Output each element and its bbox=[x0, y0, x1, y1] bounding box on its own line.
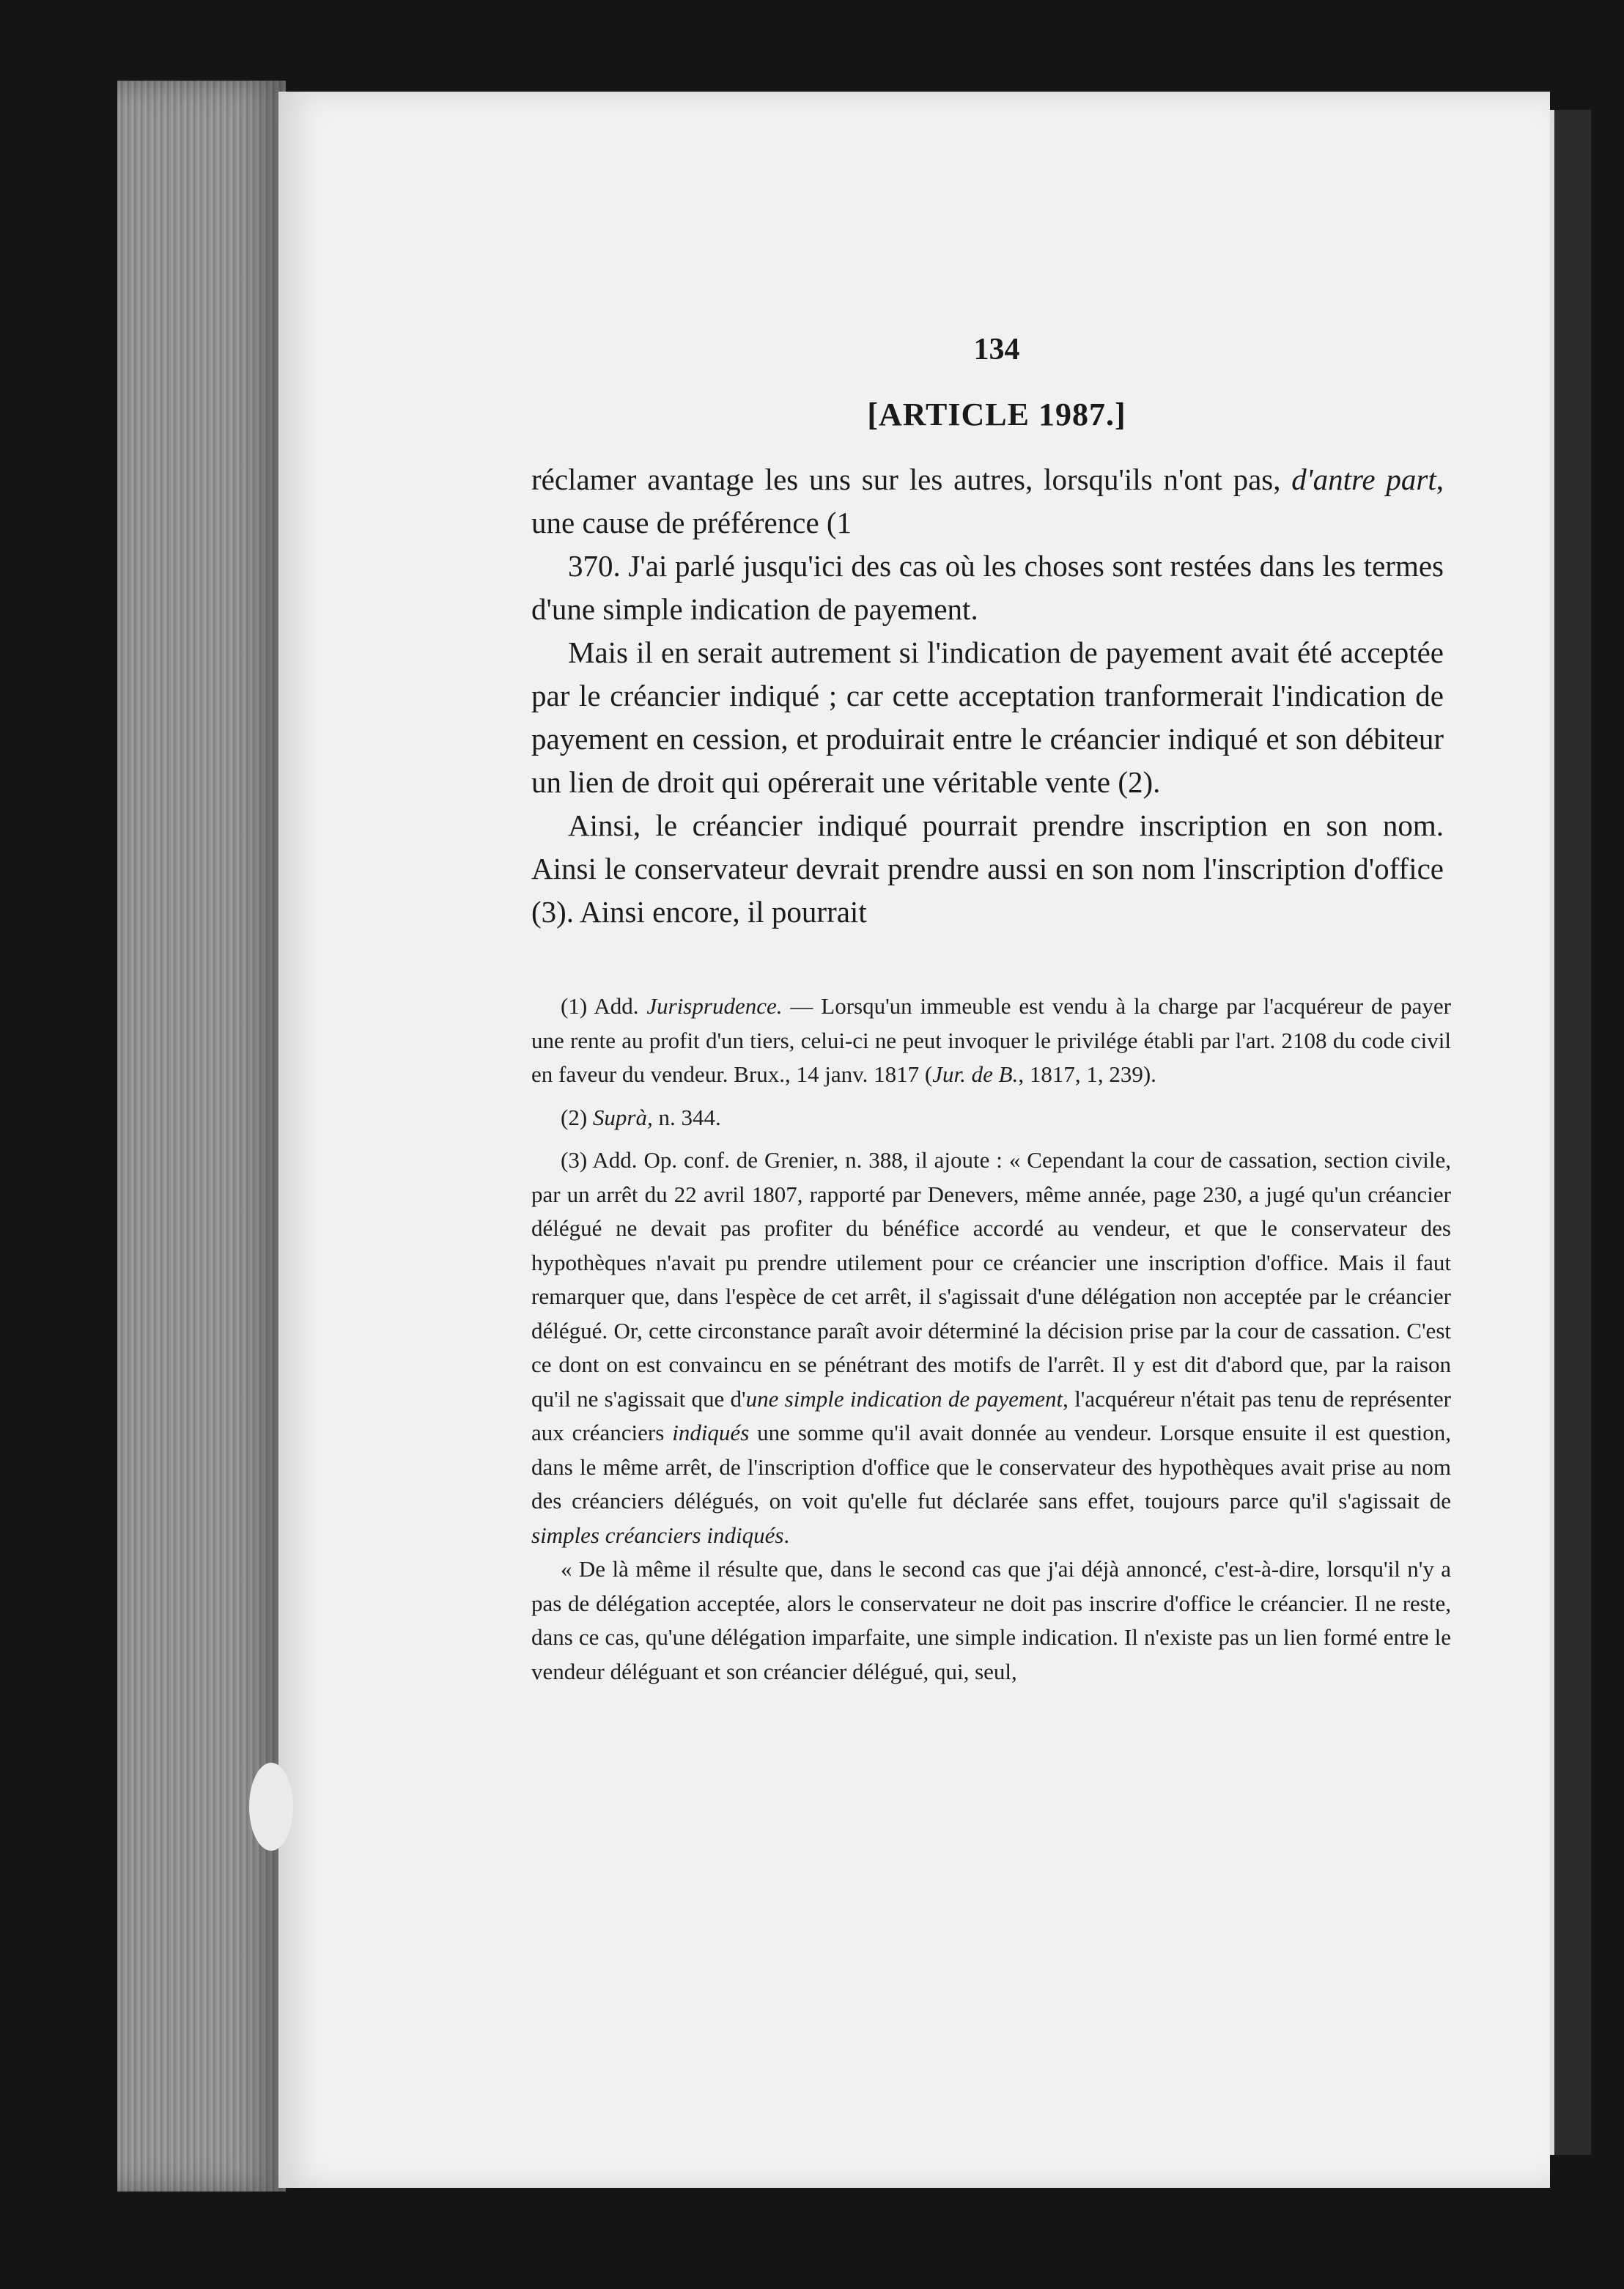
book-page-edges bbox=[117, 81, 286, 2192]
next-page-edge bbox=[1550, 110, 1591, 2155]
footnote-1: (1) Add. Jurisprudence. — Lorsqu'un immeuble est vendu à la charge par l'acquéreur de payer une rente au profit d'un tiers, celui-ci ne peut invoquer le privilége établi par l'art. 2108 du code civil en faveur du vendeur. Brux., 14 janv. 1817 (Jur. de B., 1817, 1, 239). bbox=[531, 993, 1452, 1087]
page-number: 134 bbox=[973, 333, 1020, 366]
footnote-2: (2) Suprà, n. 344. bbox=[561, 1104, 721, 1130]
paragraph-370: 370. J'ai parlé jusqu'ici des cas où les choses sont restées dans les termes d'une simple indication de payement. bbox=[531, 549, 1444, 626]
article-heading: [ARTICLE 1987.] bbox=[867, 397, 1126, 432]
footnote-3: (3) Add. Op. conf. de Grenier, n. 388, il ajoute : « Cependant la cour de cassation, section civile, par un arrêt du 22 avril 1807, rapporté par Denevers, même année, page 230, a jugé qu'un créancier délégué ne devait pas profiter du bénéfice accordé au vendeur, et que le conservateur des hypothèques n'avait pu prendre utilement pour ce créancier une inscription d'office. Mais il faut remarquer que, dans l'espèce de cet arrêt, il s'agissait d'une délégation non acceptée par le créancier délégué. Or, cette circonstance paraît avoir déterminé la décision prise par la cour de cassation. C'est ce dont on est convaincu en se pénétrant des motifs de l'arrêt. Il y est dit d'abord que, par la raison qu'il ne s'agissait que d'une simple indication de payement, l'acquéreur n'était pas tenu de représenter aux créanciers indiqués une somme qu'il avait donnée au vendeur. Lorsque ensuite il est question, dans le même arrêt, de l'inscription d'office que le conservateur des hypothèques avait prise au nom des créanciers délégués, on voit qu'elle fut déclarée sans effet, toujours parce qu'il s'agissait de simples créanciers indiqués. bbox=[531, 1147, 1452, 1548]
footnote-3-continuation: « De là même il résulte que, dans le second cas que j'ai déjà annoncé, c'est-à-dire, lorsqu'il n'y a pas de délégation acceptée, alors le conservateur ne doit pas inscrire d'office le créancier. Il ne reste, dans ce cas, qu'une délégation imparfaite, une simple indication. Il n'existe pas un lien formé entre le vendeur déléguant et son créancier délégué, qui, seul, bbox=[531, 1556, 1451, 1684]
paragraph-inscription: Ainsi, le créancier indiqué pourrait prendre inscription en son nom. Ainsi le conservateur devrait prendre aussi en son nom l'inscription d'office (3). Ainsi encore, il pourrait bbox=[531, 808, 1444, 929]
footnotes bbox=[531, 989, 1451, 1689]
paragraph-continuation: réclamer avantage les uns sur les autres, lorsqu'ils n'ont pas, d'antre part, une cause de préférence (1 bbox=[531, 462, 1444, 539]
paragraph-acceptance: Mais il en serait autrement si l'indication de payement avait été acceptée par le créancier indiqué ; car cette acceptation tranformerait l'indication de payement en cession, et produirait entre le créancier indiqué et son débiteur un lien de droit qui opérerait une véritable vente (2). bbox=[531, 635, 1444, 799]
paper-stain bbox=[249, 1763, 293, 1851]
main-text bbox=[531, 458, 1444, 934]
